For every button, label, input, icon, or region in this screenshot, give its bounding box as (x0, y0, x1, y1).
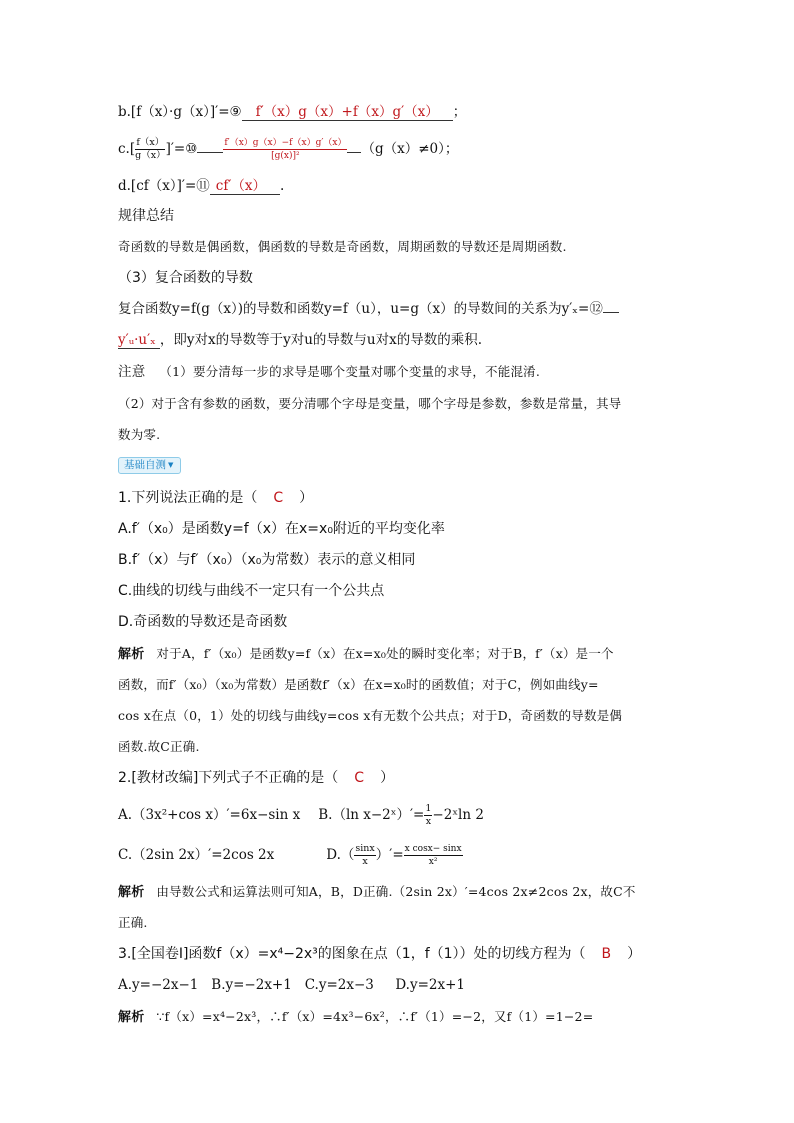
q3-close: ） (627, 946, 642, 962)
q1-option-c: C.曲线的切线与曲线不一定只有一个公共点 (118, 583, 385, 599)
rule-c-frac-num: f（x） (136, 137, 165, 148)
q2-solution-line-1 (118, 882, 674, 903)
q2-option-d-num: x cosx− sinx (404, 844, 462, 854)
q1-solution-line-3: cos x在点（0，1）处的切线与曲线y=cos x有无数个公共点；对于D，奇函数的导数是偶 (118, 708, 623, 723)
q2-option-d-mid: ）′= (375, 847, 404, 863)
q2-option-b-pre: B.（ln x−2ˣ）′= (318, 807, 425, 823)
basic-self-test-badge (118, 457, 181, 474)
rule-d-suffix: . (280, 178, 285, 194)
q1-solution-text-1: 对于A，f′（x₀）是函数y=f（x）在x=x₀处的瞬时变化率；对于B，f′（x）是一个 (156, 646, 614, 661)
rule-c-answer (223, 138, 347, 161)
q3-answer: B (601, 946, 612, 962)
composite-blank (603, 312, 619, 313)
rule-c-blank-2 (347, 152, 361, 153)
q1-close: ） (299, 490, 314, 506)
q1-option-a: A.f′（x₀）是函数y=f（x）在x=x₀附近的平均变化率 (118, 521, 445, 537)
note-label: 注意 (118, 364, 146, 380)
q2-option-d-frac (404, 844, 463, 867)
q2-option-c: C.（2sin 2x）′=2cos 2x (118, 847, 275, 863)
rule-c-suffix: （g（x）≠0）； (361, 141, 459, 157)
rule-c-ans-num: f′（x）g（x）−f（x）g′（x） (224, 138, 347, 148)
composite-answer: y′ᵤ·u′ₓ (118, 332, 160, 349)
rule-c-blank (197, 152, 223, 153)
q2-option-d-inner-frac (354, 844, 375, 867)
rule-c-prefix: c.[ (118, 141, 136, 157)
q2-option-d-fden: x (362, 856, 368, 867)
rule-d (118, 176, 674, 196)
composite-line-1 (118, 299, 674, 319)
q2-solution-line-2: 正确. (118, 915, 148, 930)
q2-option-a: A.（3x²+cos x）′=6x−sin x (118, 807, 301, 823)
q1-solution-line-1 (118, 644, 674, 665)
rule-c (118, 136, 674, 162)
rule-c-frac-den: g（x） (135, 150, 166, 161)
q2-options-ab (118, 803, 674, 827)
rule-c-mid: ]′=⑩ (165, 141, 198, 157)
rule-b (118, 102, 674, 122)
q2-close: ） (380, 770, 395, 786)
q2-option-b-num: 1 (425, 803, 432, 814)
note-line-1 (118, 362, 674, 382)
q2-answer: C (354, 770, 365, 786)
q2-stem (118, 768, 674, 788)
q2-solution-text-1: 由导数公式和运算法则可知A，B，D正确.（2sin 2x）′=4cos 2x≠2cos 2x，故C不 (156, 884, 636, 899)
note-item-2a: （2）对于含有参数的函数，要分清哪个字母是变量，哪个字母是参数，参数是常量，其导 (118, 396, 622, 411)
q1-stem-text: 1.下列说法正确的是（ (118, 490, 258, 506)
q1-option-b: B.f′（x）与f′（x₀）（x₀为常数）表示的意义相同 (118, 552, 416, 568)
q3-solution-label: 解析 (118, 1010, 145, 1025)
q2-option-d-fnum: sinx (355, 843, 375, 854)
section-3-heading: （3）复合函数的导数 (118, 270, 253, 286)
q1-answer: C (273, 490, 284, 506)
q2-option-b-den: x (425, 816, 432, 827)
rule-b-suffix: ； (452, 104, 467, 120)
q2-stem-text: 2.[教材改编]下列式子不正确的是（ (118, 770, 339, 786)
rule-summary-text: 奇函数的导数是偶函数，偶函数的导数是奇函数，周期函数的导数还是周期函数. (118, 239, 567, 254)
q3-stem (118, 944, 674, 964)
note-item-1: （1）要分清每一步的求导是哪个变量对哪个变量的求导，不能混淆. (159, 364, 541, 379)
rule-d-prefix: d.[cf（x）]′=⑪ (118, 178, 210, 194)
rule-summary-heading: 规律总结 (118, 208, 174, 224)
q3-options: A.y=−2x−1 B.y=−2x+1 C.y=2x−3 D.y=2x+1 (118, 977, 466, 993)
rule-c-ans-den: [g(x)]² (271, 151, 300, 161)
composite-line-2 (118, 330, 674, 350)
note-item-2b: 数为零. (118, 427, 161, 442)
q2-options-cd (118, 842, 674, 868)
composite-text-2: ，即y对x的导数等于y对u的导数与u对x的导数的乘积. (159, 332, 483, 348)
rule-b-answer: f′（x）g（x）+f（x）g′（x） (242, 104, 453, 121)
q3-stem-text: 3.[全国卷Ⅰ]函数f（x）=x⁴−2x³的图象在点（1，f（1））处的切线方程为（ (118, 946, 586, 962)
q2-solution-label: 解析 (118, 885, 145, 900)
rule-d-answer: cf′（x） (210, 178, 280, 195)
q1-solution-line-2: 函数，而f′（x₀）（x₀为常数）是函数f′（x）在x=x₀时的函数值；对于C，例如曲线y= (118, 677, 599, 692)
q1-solution-line-4: 函数.故C正确. (118, 739, 200, 754)
q1-option-d: D.奇函数的导数还是奇函数 (118, 614, 288, 630)
q3-solution-line-1 (118, 1007, 674, 1028)
q2-option-d-pre: D.（ (326, 847, 355, 863)
badge-label: 基础自测 (124, 459, 166, 471)
q3-solution-text: ∵f（x）=x⁴−2x³，∴f′（x）=4x³−6x²，∴f′（1）=−2，又f（1）=1−2= (156, 1009, 594, 1024)
rule-b-prefix: b.[f（x）·g（x）]′=⑨ (118, 104, 242, 120)
triangle-down-icon: ▼ (168, 461, 174, 469)
q2-option-d-den: x² (428, 857, 438, 867)
rule-c-fraction (135, 138, 165, 161)
composite-text-1: 复合函数y=f(g（x）)的导数和函数y=f（u），u=g（x）的导数间的关系为y′ₓ=⑫ (118, 301, 603, 317)
q1-stem (118, 488, 674, 508)
q2-option-b-post: −2ˣln 2 (432, 807, 484, 823)
q1-solution-label: 解析 (118, 647, 145, 662)
